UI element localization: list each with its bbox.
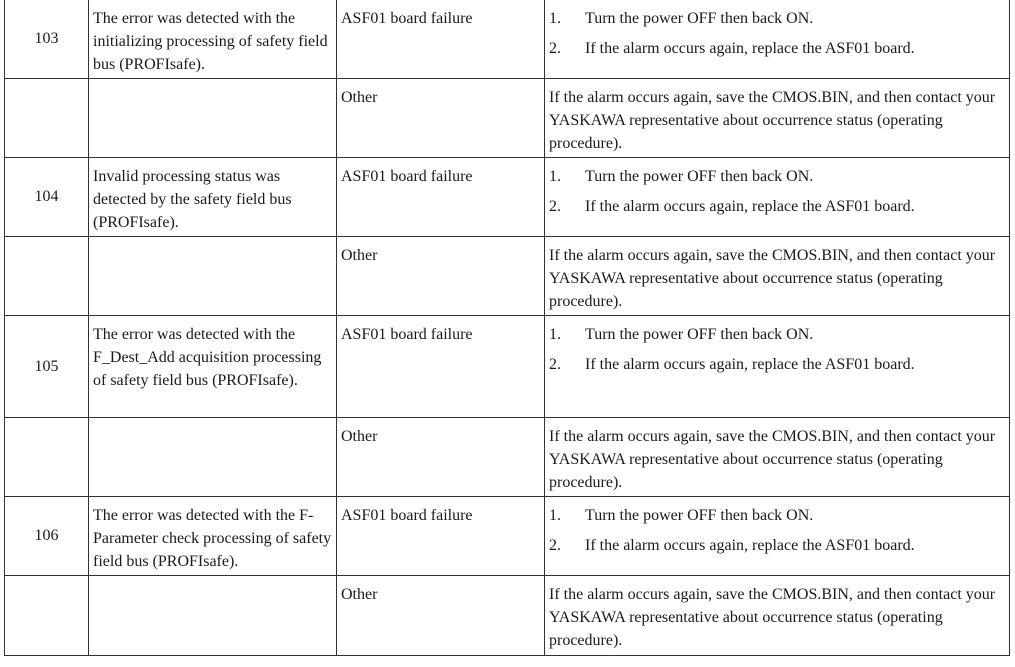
step-text: Turn the power OFF then back ON.	[585, 167, 814, 185]
step-number: 2.	[549, 197, 561, 215]
step-text: If the alarm occurs again, replace the ASF01 board.	[585, 536, 915, 554]
table-row	[5, 0, 1010, 78]
list-item	[549, 165, 1005, 188]
list-item	[549, 504, 1005, 527]
step-number: 1.	[549, 506, 561, 524]
step-number: 1.	[549, 167, 561, 185]
list-item	[549, 323, 1005, 346]
cause-cell: ASF01 board failure	[337, 496, 545, 575]
table-row	[5, 236, 1010, 315]
step-number: 1.	[549, 10, 561, 27]
remedy-cell: If the alarm occurs again, save the CMOS.BIN, and then contact your YASKAWA representative about occurrence status (operating procedure).	[545, 78, 1010, 157]
step-text: If the alarm occurs again, replace the ASF01 board.	[585, 355, 915, 373]
remedy-cell	[545, 315, 1010, 417]
remedy-steps	[549, 7, 1005, 60]
table-row	[5, 575, 1010, 655]
remedy-cell	[545, 157, 1010, 236]
cause-cell: Other	[337, 575, 545, 655]
subcode-cell: 104	[5, 157, 89, 236]
list-item	[549, 37, 1005, 60]
remedy-steps	[549, 323, 1005, 376]
remedy-steps	[549, 504, 1005, 557]
remedy-cell: If the alarm occurs again, save the CMOS.BIN, and then contact your YASKAWA representative about occurrence status (operating procedure).	[545, 417, 1010, 496]
step-number: 1.	[549, 325, 561, 343]
description-cell-empty	[89, 236, 337, 315]
description-cell-empty	[89, 575, 337, 655]
step-text: Turn the power OFF then back ON.	[585, 10, 814, 27]
description-cell-empty	[89, 417, 337, 496]
table-row	[5, 78, 1010, 157]
step-number: 2.	[549, 536, 561, 554]
remedy-cell: If the alarm occurs again, save the CMOS.BIN, and then contact your YASKAWA representative about occurrence status (operating procedure).	[545, 236, 1010, 315]
step-number: 2.	[549, 40, 561, 57]
list-item	[549, 195, 1005, 218]
description-cell-empty	[89, 78, 337, 157]
description-cell: The error was detected with the F_Dest_Add acquisition processing of safety field bus (PROFIsafe).	[89, 315, 337, 417]
cause-cell: Other	[337, 417, 545, 496]
list-item	[549, 7, 1005, 30]
table-row	[5, 417, 1010, 496]
subcode-cell-empty	[5, 575, 89, 655]
table-row	[5, 157, 1010, 236]
description-cell: The error was detected with the F-Parameter check processing of safety field bus (PROFIsafe).	[89, 496, 337, 575]
cause-cell: Other	[337, 236, 545, 315]
cause-cell: ASF01 board failure	[337, 315, 545, 417]
table-row	[5, 496, 1010, 575]
subcode-cell: 106	[5, 496, 89, 575]
alarm-subcode-table	[4, 0, 1010, 656]
step-text: Turn the power OFF then back ON.	[585, 325, 814, 343]
remedy-steps	[549, 165, 1005, 218]
list-item	[549, 534, 1005, 557]
description-cell: The error was detected with the initializing processing of safety field bus (PROFIsafe).	[89, 0, 337, 78]
cause-cell: ASF01 board failure	[337, 0, 545, 78]
step-text: Turn the power OFF then back ON.	[585, 506, 814, 524]
remedy-cell	[545, 496, 1010, 575]
description-cell: Invalid processing status was detected by the safety field bus (PROFIsafe).	[89, 157, 337, 236]
subcode-cell-empty	[5, 236, 89, 315]
table-row	[5, 315, 1010, 417]
subcode-cell: 105	[5, 315, 89, 417]
step-text: If the alarm occurs again, replace the ASF01 board.	[585, 197, 915, 215]
cause-cell: ASF01 board failure	[337, 157, 545, 236]
subcode-cell: 103	[5, 0, 89, 78]
cause-cell: Other	[337, 78, 545, 157]
step-text: If the alarm occurs again, replace the ASF01 board.	[585, 40, 915, 57]
remedy-cell: If the alarm occurs again, save the CMOS.BIN, and then contact your YASKAWA representative about occurrence status (operating procedure).	[545, 575, 1010, 655]
subcode-cell-empty	[5, 417, 89, 496]
subcode-cell-empty	[5, 78, 89, 157]
remedy-cell	[545, 0, 1010, 78]
step-number: 2.	[549, 355, 561, 373]
list-item	[549, 353, 1005, 376]
